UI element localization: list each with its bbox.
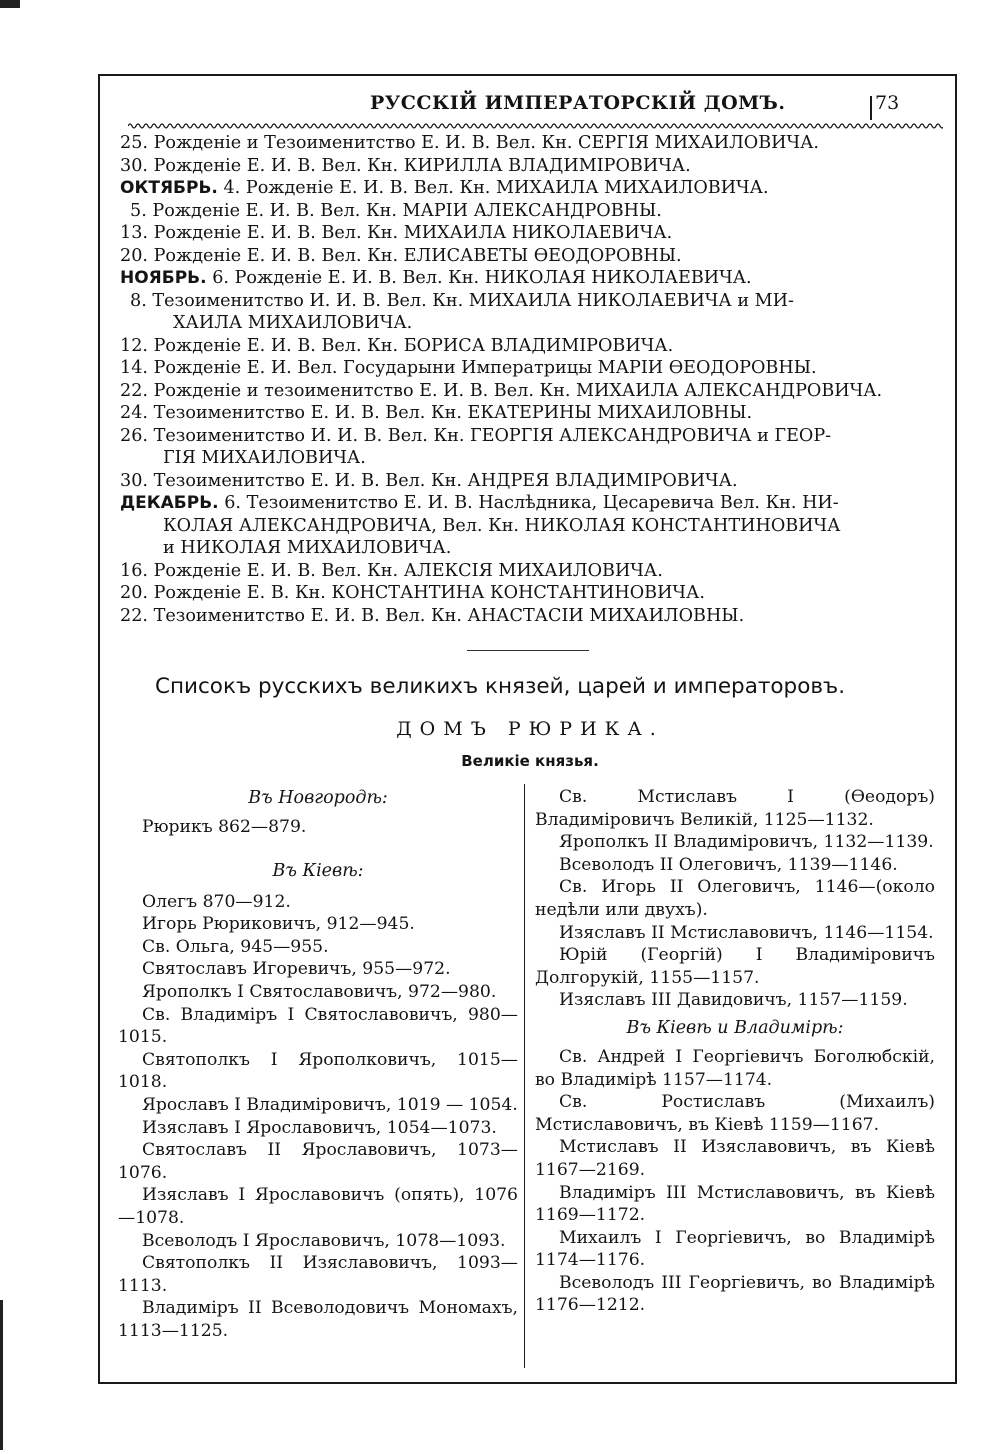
calendar-entry	[120, 470, 950, 493]
entry-text: Рожденіе Е. И. В. Вел. Кн. БОРИСА ВЛАДИМІРОВИЧА.	[153, 335, 674, 356]
ruler-entry: Св. Ростиславъ (Михаилъ) Мстиславовичъ, въ Кіевѣ 1159—1167.	[535, 1092, 935, 1135]
entry-continuation: и НИКОЛАЯ МИХАИЛОВИЧА.	[163, 538, 452, 558]
ruler-entry: Святополкъ I Ярополковичъ, 1015—1018.	[118, 1049, 518, 1093]
kiev-cont-list	[535, 786, 935, 1012]
novgorod-list	[118, 816, 518, 839]
calendar-entry	[120, 402, 950, 425]
ruler-entry: Владиміръ III Мстиславовичъ, въ Кіевѣ 1169—1172.	[535, 1182, 935, 1226]
calendar-entry	[120, 290, 950, 335]
ruler-entry: Святославъ Игоревичъ, 955—972.	[142, 959, 451, 980]
calendar-list	[120, 132, 950, 627]
entry-text: Рожденіе Е. В. Кн. КОНСТАНТИНА КОНСТАНТИНОВИЧА.	[153, 583, 705, 603]
day-number: 5.	[130, 200, 147, 221]
entry-text: Рожденіе Е. И. В. Вел. Кн. МИХАИЛА МИХАИЛОВИЧА.	[245, 178, 769, 198]
scan-edge-mark-left	[0, 1300, 3, 1450]
day-number: 8.	[130, 290, 147, 311]
calendar-entry	[120, 155, 950, 178]
entry-text: Рожденіе Е. И. В. Вел. Кн. НИКОЛАЯ НИКОЛАЕВИЧА.	[234, 268, 752, 288]
entry-text: Рожденіе Е. И. В. Вел. Кн. АЛЕКСІЯ МИХАИЛОВИЧА.	[153, 560, 663, 581]
entry-text: Рожденіе Е. И. В. Вел. Кн. МИХАИЛА НИКОЛАЕВИЧА.	[153, 223, 673, 243]
entry-text: Тезоименитство И. И. В. Вел. Кн. МИХАИЛА НИКОЛАЕВИЧА и МИ-	[152, 290, 794, 311]
calendar-entry	[120, 200, 950, 223]
column-divider	[524, 784, 525, 1368]
day-number: 16.	[120, 560, 148, 581]
novgorod-heading: Въ Новгородѣ:	[248, 788, 388, 808]
entry-text: Рожденіе Е. И. В. Вел. Кн. КИРИЛЛА ВЛАДИМІРОВИЧА.	[153, 155, 691, 176]
entry-text: Тезоименитство Е. И. В. Вел. Кн. АНДРЕЯ ВЛАДИМІРОВИЧА.	[153, 470, 738, 491]
entry-continuation: КОЛАЯ АЛЕКСАНДРОВИЧА, Вел. Кн. НИКОЛАЯ КОНСТАНТИНОВИЧА	[163, 515, 841, 536]
day-number: 14.	[120, 358, 148, 378]
day-number: 30.	[120, 470, 148, 491]
entry-continuation: ХАИЛА МИХАИЛОВИЧА.	[173, 313, 413, 333]
ruler-entry: Изяславъ I Ярославовичъ, 1054—1073.	[142, 1117, 497, 1138]
running-title: РУССКІЙ ИМПЕРАТОРСКІЙ ДОМЪ.	[370, 92, 786, 114]
ruler-entry: Изяславъ II Мстиславовичъ, 1146—1154.	[559, 922, 934, 943]
day-number: 20.	[120, 583, 148, 603]
house-heading: ДОМЪ РЮРИКА.	[396, 718, 664, 740]
ruler-entry: Всеволодъ II Олеговичъ, 1139—1146.	[559, 854, 898, 875]
day-number: 6.	[212, 268, 229, 288]
day-number: 30.	[120, 155, 148, 176]
entry-text: Тезоименитство Е. И. В. Вел. Кн. ЕКАТЕРИНЫ МИХАИЛОВНЫ.	[153, 403, 753, 423]
calendar-entry	[120, 357, 950, 380]
ruler-entry: Юрій (Георгій) I Владиміровичъ Долгорукій, 1155—1157.	[535, 945, 935, 988]
ruler-entry: Изяславъ III Давидовичъ, 1157—1159.	[559, 990, 908, 1011]
month-label: ДЕКАБРЬ.	[120, 493, 219, 513]
page-number-bar	[870, 96, 872, 120]
entry-text: Рожденіе Е. И. В. Вел. Кн. МАРІИ АЛЕКСАНДРОВНЫ.	[152, 200, 662, 221]
ruler-entry: Ярославъ I Владиміровичъ, 1019 — 1054.	[142, 1094, 518, 1115]
day-number: 6.	[224, 493, 242, 513]
day-number: 26.	[120, 425, 148, 446]
scan-edge-mark-top	[0, 0, 20, 8]
kiev-list	[118, 891, 518, 1343]
day-number: 12.	[120, 335, 148, 356]
day-number: 20.	[120, 245, 148, 266]
ruler-entry: Владиміръ II Всеволодовичъ Мономахъ, 1113—1125.	[118, 1298, 518, 1341]
day-number: 24.	[120, 403, 148, 423]
ruler-entry: Св. Владиміръ I Святославовичъ, 980—1015.	[118, 1004, 518, 1048]
month-label: ОКТЯБРЬ.	[120, 178, 218, 198]
ruler-entry: Святополкъ II Изяславовичъ, 1093—1113.	[118, 1253, 518, 1296]
list-title: Списокъ русскихъ великихъ князей, царей и императоровъ.	[154, 674, 846, 699]
ruler-entry: Ярополкъ II Владиміровичъ, 1132—1139.	[559, 832, 934, 853]
page-number: 73	[875, 92, 900, 114]
month-label: НОЯБРЬ.	[120, 268, 207, 288]
calendar-entry	[120, 245, 950, 268]
wavy-rule	[128, 122, 943, 130]
day-number: 22.	[120, 605, 148, 626]
day-number: 4.	[223, 178, 241, 198]
ruler-entry: Св. Ольга, 945—955.	[142, 936, 329, 957]
running-header	[100, 92, 955, 126]
entry-text: Рожденіе и Тезоименитство Е. И. В. Вел. Кн. СЕРГІЯ МИХАИЛОВИЧА.	[153, 133, 820, 153]
ruler-entry: Всеволодъ I Ярославовичъ, 1078—1093.	[142, 1230, 506, 1251]
kiev-vladimir-heading: Въ Кіевѣ и Владимірѣ:	[626, 1017, 844, 1038]
calendar-entry	[120, 132, 950, 155]
spacer	[118, 839, 518, 851]
ruler-entry: Игорь Рюриковичъ, 912—945.	[142, 914, 415, 935]
ruler-entry: Рюрикъ 862—879.	[142, 817, 307, 837]
entry-text: Тезоименитство Е. И. В. Вел. Кн. АНАСТАСІИ МИХАИЛОВНЫ.	[153, 605, 745, 626]
calendar-entry	[120, 177, 950, 200]
calendar-entry	[120, 425, 950, 470]
ruler-entry: Святославъ II Ярославовичъ, 1073—1076.	[118, 1140, 518, 1183]
ruler-entry: Св. Мстиславъ I (Ѳеодоръ) Владиміровичъ Великій, 1125—1132.	[535, 787, 935, 830]
entry-continuation: ГІЯ МИХАИЛОВИЧА.	[163, 448, 366, 468]
calendar-entry	[120, 335, 950, 358]
calendar-entry	[120, 380, 950, 403]
calendar-entry	[120, 605, 950, 628]
ruler-entry: Мстиславъ II Изяславовичъ, въ Кіевѣ 1167—2169.	[535, 1137, 935, 1180]
section-separator	[467, 650, 589, 651]
day-number: 13.	[120, 223, 148, 243]
kiev-vladimir-list	[535, 1046, 935, 1317]
ruler-entry: Изяславъ I Ярославовичъ (опять), 1076—1078.	[118, 1185, 518, 1228]
ruler-entry: Ярополкъ I Святославовичъ, 972—980.	[142, 981, 497, 1002]
ruler-entry: Михаилъ I Георгіевичъ, во Владимірѣ 1174—1176.	[535, 1227, 935, 1271]
right-column	[535, 786, 935, 1317]
entry-text: Рожденіе Е. И. В. Вел. Кн. ЕЛИСАВЕТЫ ѲЕОДОРОВНЫ.	[153, 245, 682, 266]
kiev-heading: Въ Кіевѣ:	[272, 860, 364, 881]
entry-text: Тезоименитство Е. И. В. Наслѣдника, Цесаревича Вел. Кн. НИ-	[246, 493, 839, 513]
grand-princes-heading: Великіе князья.	[461, 752, 599, 770]
left-column	[118, 786, 518, 1342]
calendar-entry	[120, 560, 950, 583]
day-number: 25.	[120, 133, 148, 153]
calendar-entry	[120, 222, 950, 245]
ruler-entry: Всеволодъ III Георгіевичъ, во Владимірѣ 1176—1212.	[535, 1272, 935, 1316]
entry-text: Тезоименитство И. И. В. Вел. Кн. ГЕОРГІЯ АЛЕКСАНДРОВИЧА и ГЕОР-	[153, 425, 832, 446]
day-number: 22.	[120, 380, 148, 401]
ruler-entry: Св. Игорь II Олеговичъ, 1146—(около недѣли или двухъ).	[535, 877, 935, 920]
calendar-entry	[120, 267, 950, 290]
ruler-entry: Св. Андрей I Георгіевичъ Боголюбскій, во Владимірѣ 1157—1174.	[535, 1046, 935, 1090]
entry-text: Рожденіе и тезоименитство Е. И. В. Вел. Кн. МИХАИЛА АЛЕКСАНДРОВИЧА.	[153, 380, 883, 401]
calendar-entry	[120, 492, 950, 560]
calendar-entry	[120, 582, 950, 605]
entry-text: Рожденіе Е. И. Вел. Государыни Императрицы МАРІИ ѲЕОДОРОВНЫ.	[153, 358, 817, 378]
ruler-entry: Олегъ 870—912.	[142, 891, 291, 912]
